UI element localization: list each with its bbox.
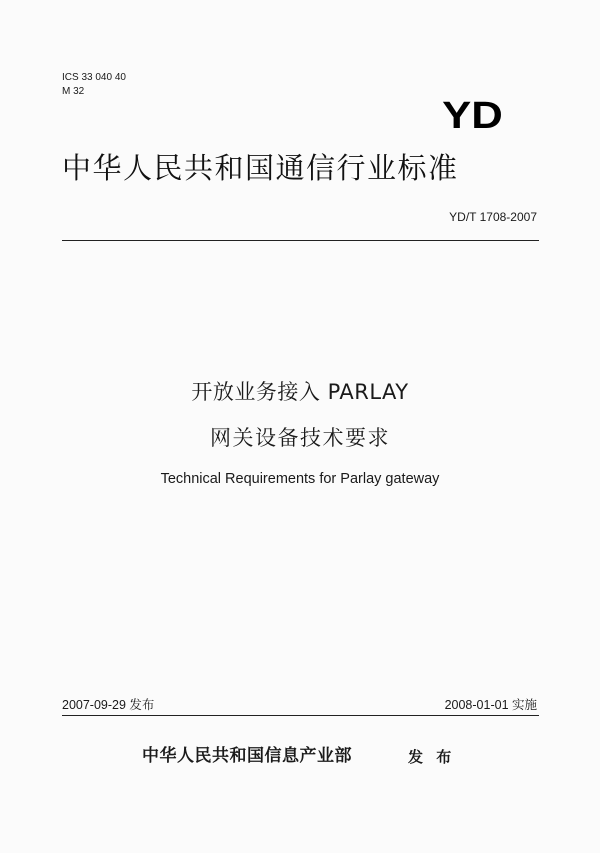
document-title-line1: 开放业务接入 PARLAY (191, 380, 409, 404)
issue-date: 2007-09-29 发布 (62, 698, 155, 712)
document-title-line2: 网关设备技术要求 (210, 426, 390, 450)
document-title-english: Technical Requirements for Parlay gateway (160, 471, 440, 487)
implementation-date: 2008-01-01 实施 (444, 698, 537, 712)
footer-divider (62, 715, 539, 716)
publish-label: 发 布 (408, 748, 456, 766)
standard-category-title: 中华人民共和国通信行业标准 (62, 151, 459, 185)
issuing-authority: 中华人民共和国信息产业部 (142, 746, 352, 766)
ics-code: ICS 33 040 40 (62, 72, 126, 83)
standard-number: YD/T 1708-2007 (449, 210, 537, 224)
yd-logo: YD (442, 95, 503, 137)
classification-code: M 32 (62, 86, 85, 97)
header-divider (62, 240, 539, 241)
